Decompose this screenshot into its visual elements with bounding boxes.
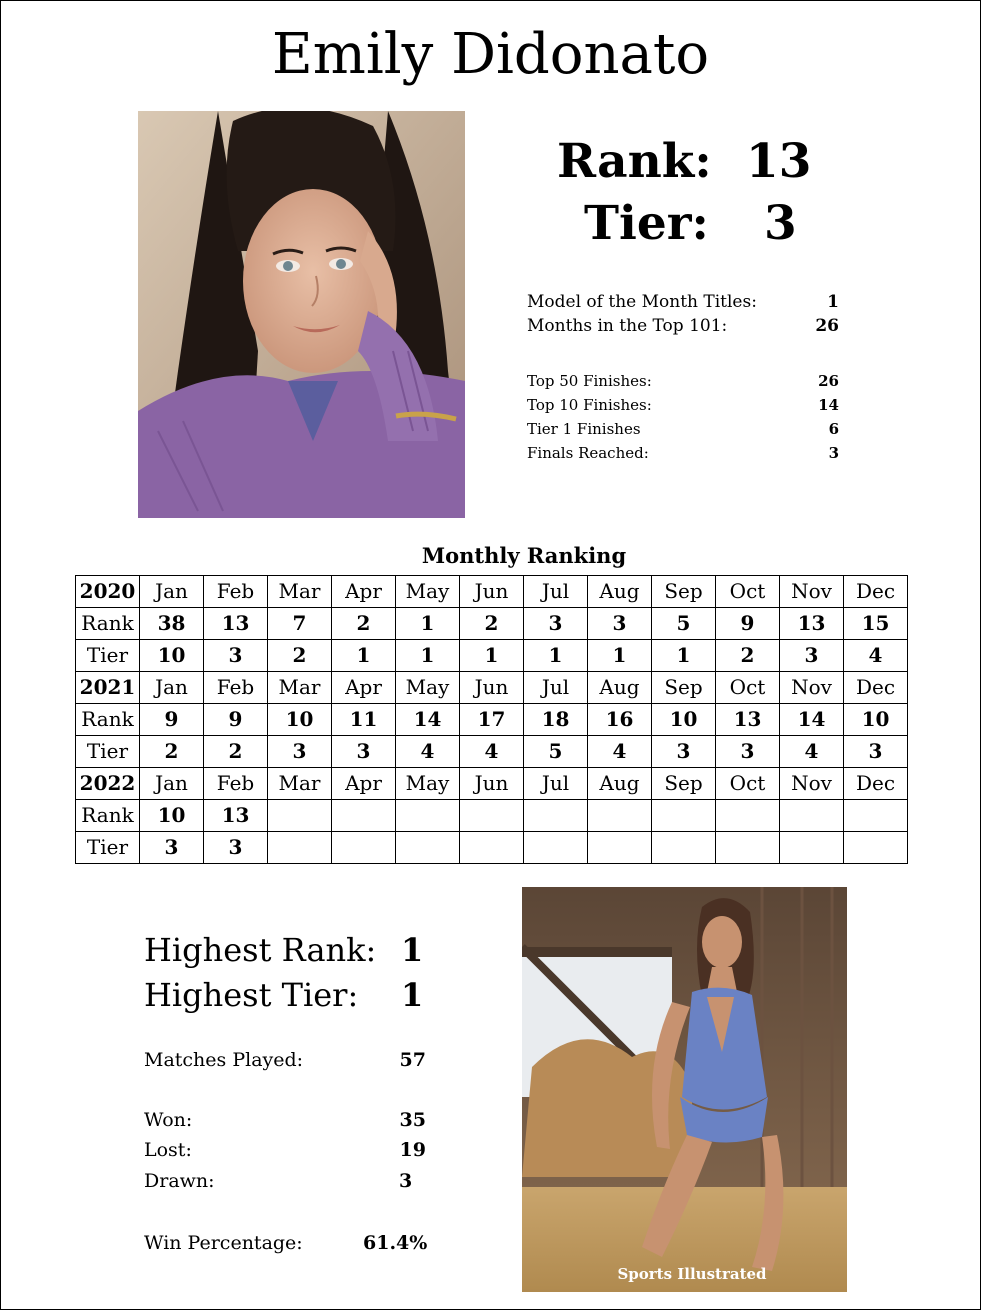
rank-row bbox=[76, 704, 908, 736]
rank-value-cell: 38 bbox=[140, 608, 204, 640]
month-cell: Apr bbox=[332, 768, 396, 800]
month-cell: Sep bbox=[652, 576, 716, 608]
month-cell: May bbox=[396, 576, 460, 608]
month-cell: Oct bbox=[716, 768, 780, 800]
tier-value-cell bbox=[716, 832, 780, 864]
rank-value-cell: 2 bbox=[332, 608, 396, 640]
tier-value-cell: 2 bbox=[204, 736, 268, 768]
month-cell: Jun bbox=[460, 576, 524, 608]
rank-value: 13 bbox=[746, 134, 812, 189]
rank-value-cell: 3 bbox=[588, 608, 652, 640]
stat-value-model-of-month: 1 bbox=[827, 292, 839, 312]
lost-value: 19 bbox=[399, 1139, 426, 1161]
year-header-row bbox=[76, 768, 908, 800]
rank-value-cell: 16 bbox=[588, 704, 652, 736]
month-cell: Dec bbox=[844, 768, 908, 800]
month-cell: Jul bbox=[524, 672, 588, 704]
tier-value-cell: 3 bbox=[268, 736, 332, 768]
rank-value-cell: 11 bbox=[332, 704, 396, 736]
month-cell: Oct bbox=[716, 672, 780, 704]
rank-row-label: Rank bbox=[76, 608, 140, 640]
highest-tier-value: 1 bbox=[401, 976, 424, 1014]
tier-row bbox=[76, 640, 908, 672]
tier-value-cell bbox=[652, 832, 716, 864]
tier-value-cell: 3 bbox=[204, 640, 268, 672]
tier-value-cell: 1 bbox=[332, 640, 396, 672]
tier-label: Tier: bbox=[584, 196, 709, 251]
month-cell: Apr bbox=[332, 672, 396, 704]
tier-row-label: Tier bbox=[76, 736, 140, 768]
tier-value-cell: 2 bbox=[268, 640, 332, 672]
portrait-photo bbox=[138, 111, 465, 518]
win-percentage-label: Win Percentage: bbox=[144, 1232, 303, 1254]
month-cell: Mar bbox=[268, 576, 332, 608]
win-percentage-value: 61.4% bbox=[363, 1232, 428, 1254]
rank-label: Rank: bbox=[557, 134, 712, 189]
tier-row-label: Tier bbox=[76, 640, 140, 672]
tier-row bbox=[76, 736, 908, 768]
month-cell: Aug bbox=[588, 672, 652, 704]
tier-value-cell: 1 bbox=[652, 640, 716, 672]
finish-value-finals: 3 bbox=[828, 444, 839, 462]
month-cell: Sep bbox=[652, 768, 716, 800]
rank-value-cell bbox=[524, 800, 588, 832]
tier-value-cell: 3 bbox=[332, 736, 396, 768]
tier-value-cell bbox=[844, 832, 908, 864]
page-title: Emily Didonato bbox=[271, 22, 710, 87]
tier-value-cell: 2 bbox=[140, 736, 204, 768]
tier-value-cell: 3 bbox=[780, 640, 844, 672]
month-cell: Mar bbox=[268, 768, 332, 800]
tier-value-cell bbox=[780, 832, 844, 864]
rank-value-cell bbox=[780, 800, 844, 832]
tier-value-cell: 4 bbox=[460, 736, 524, 768]
year-header-row bbox=[76, 672, 908, 704]
rank-value-cell: 13 bbox=[716, 704, 780, 736]
year-cell: 2021 bbox=[76, 672, 140, 704]
tier-value-cell: 4 bbox=[844, 640, 908, 672]
monthly-ranking-table bbox=[75, 575, 908, 864]
month-cell: Nov bbox=[780, 768, 844, 800]
month-cell: Apr bbox=[332, 576, 396, 608]
finish-label-tier1: Tier 1 Finishes bbox=[527, 420, 641, 438]
finish-label-top10: Top 10 Finishes: bbox=[527, 396, 652, 414]
month-cell: Nov bbox=[780, 576, 844, 608]
rank-value-cell: 13 bbox=[204, 608, 268, 640]
tier-value-cell bbox=[268, 832, 332, 864]
rank-row-label: Rank bbox=[76, 800, 140, 832]
rank-value-cell bbox=[460, 800, 524, 832]
rank-value-cell: 10 bbox=[268, 704, 332, 736]
month-cell: Aug bbox=[588, 576, 652, 608]
highest-rank-label: Highest Rank: bbox=[144, 931, 377, 969]
rank-value-cell bbox=[396, 800, 460, 832]
rank-value-cell: 7 bbox=[268, 608, 332, 640]
rank-value-cell bbox=[588, 800, 652, 832]
month-cell: Nov bbox=[780, 672, 844, 704]
tier-value-cell bbox=[588, 832, 652, 864]
month-cell: Dec bbox=[844, 576, 908, 608]
stat-value-months-top: 26 bbox=[815, 316, 839, 336]
rank-value-cell: 3 bbox=[524, 608, 588, 640]
highest-tier-label: Highest Tier: bbox=[144, 976, 359, 1014]
tier-value-cell: 1 bbox=[588, 640, 652, 672]
matches-played-label: Matches Played: bbox=[144, 1049, 304, 1071]
drawn-label: Drawn: bbox=[144, 1170, 215, 1192]
month-cell: Jun bbox=[460, 672, 524, 704]
rank-value-cell bbox=[332, 800, 396, 832]
tier-row-label: Tier bbox=[76, 832, 140, 864]
year-header-row bbox=[76, 576, 908, 608]
month-cell: Jan bbox=[140, 576, 204, 608]
month-cell: Jun bbox=[460, 768, 524, 800]
tier-value-cell: 3 bbox=[716, 736, 780, 768]
swimsuit-illustration bbox=[522, 887, 847, 1292]
tier-value-cell: 4 bbox=[780, 736, 844, 768]
won-label: Won: bbox=[144, 1109, 193, 1131]
month-cell: Jan bbox=[140, 672, 204, 704]
tier-value-cell: 4 bbox=[588, 736, 652, 768]
tier-value-cell: 1 bbox=[460, 640, 524, 672]
rank-value-cell: 10 bbox=[844, 704, 908, 736]
month-cell: Aug bbox=[588, 768, 652, 800]
month-cell: Jan bbox=[140, 768, 204, 800]
tier-value-cell: 3 bbox=[140, 832, 204, 864]
drawn-value: 3 bbox=[399, 1170, 413, 1192]
tier-value-cell: 5 bbox=[524, 736, 588, 768]
rank-value-cell bbox=[844, 800, 908, 832]
year-cell: 2022 bbox=[76, 768, 140, 800]
lost-label: Lost: bbox=[144, 1139, 192, 1161]
tier-value: 3 bbox=[764, 196, 797, 251]
rank-value-cell: 2 bbox=[460, 608, 524, 640]
tier-value-cell: 3 bbox=[652, 736, 716, 768]
month-cell: May bbox=[396, 672, 460, 704]
rank-value-cell: 15 bbox=[844, 608, 908, 640]
tier-value-cell bbox=[460, 832, 524, 864]
swimsuit-photo bbox=[522, 887, 847, 1292]
tier-value-cell: 1 bbox=[524, 640, 588, 672]
won-value: 35 bbox=[399, 1109, 426, 1131]
sports-illustrated-logo: Sports Illustrated bbox=[617, 1265, 767, 1283]
month-cell: Sep bbox=[652, 672, 716, 704]
tier-value-cell: 10 bbox=[140, 640, 204, 672]
month-cell: Feb bbox=[204, 672, 268, 704]
rank-value-cell bbox=[652, 800, 716, 832]
rank-value-cell: 1 bbox=[396, 608, 460, 640]
tier-value-cell: 2 bbox=[716, 640, 780, 672]
month-cell: May bbox=[396, 768, 460, 800]
stat-label-model-of-month: Model of the Month Titles: bbox=[527, 292, 757, 312]
stat-label-months-top: Months in the Top 101: bbox=[527, 316, 728, 336]
portrait-illustration bbox=[138, 111, 465, 518]
rank-value-cell: 14 bbox=[780, 704, 844, 736]
tier-value-cell bbox=[396, 832, 460, 864]
finish-value-top50: 26 bbox=[818, 372, 839, 390]
rank-value-cell: 9 bbox=[716, 608, 780, 640]
rank-value-cell: 10 bbox=[652, 704, 716, 736]
finish-label-finals: Finals Reached: bbox=[527, 444, 649, 462]
tier-value-cell: 1 bbox=[396, 640, 460, 672]
rank-value-cell: 17 bbox=[460, 704, 524, 736]
rank-row bbox=[76, 800, 908, 832]
rank-value-cell: 5 bbox=[652, 608, 716, 640]
rank-row bbox=[76, 608, 908, 640]
rank-value-cell: 13 bbox=[780, 608, 844, 640]
finish-value-top10: 14 bbox=[818, 396, 839, 414]
month-cell: Mar bbox=[268, 672, 332, 704]
month-cell: Dec bbox=[844, 672, 908, 704]
tier-value-cell: 3 bbox=[844, 736, 908, 768]
month-cell: Oct bbox=[716, 576, 780, 608]
tier-value-cell bbox=[524, 832, 588, 864]
year-cell: 2020 bbox=[76, 576, 140, 608]
rank-value-cell: 9 bbox=[140, 704, 204, 736]
rank-value-cell bbox=[716, 800, 780, 832]
rank-value-cell: 9 bbox=[204, 704, 268, 736]
month-cell: Feb bbox=[204, 768, 268, 800]
month-cell: Jul bbox=[524, 576, 588, 608]
rank-row-label: Rank bbox=[76, 704, 140, 736]
tier-row bbox=[76, 832, 908, 864]
tier-value-cell bbox=[332, 832, 396, 864]
tier-value-cell: 3 bbox=[204, 832, 268, 864]
rank-value-cell: 18 bbox=[524, 704, 588, 736]
month-cell: Feb bbox=[204, 576, 268, 608]
monthly-ranking-heading: Monthly Ranking bbox=[421, 543, 627, 568]
rank-value-cell bbox=[268, 800, 332, 832]
finish-value-tier1: 6 bbox=[828, 420, 839, 438]
rank-value-cell: 14 bbox=[396, 704, 460, 736]
month-cell: Jul bbox=[524, 768, 588, 800]
highest-rank-value: 1 bbox=[401, 931, 424, 969]
tier-value-cell: 4 bbox=[396, 736, 460, 768]
matches-played-value: 57 bbox=[399, 1049, 426, 1071]
rank-value-cell: 10 bbox=[140, 800, 204, 832]
finish-label-top50: Top 50 Finishes: bbox=[527, 372, 652, 390]
rank-value-cell: 13 bbox=[204, 800, 268, 832]
